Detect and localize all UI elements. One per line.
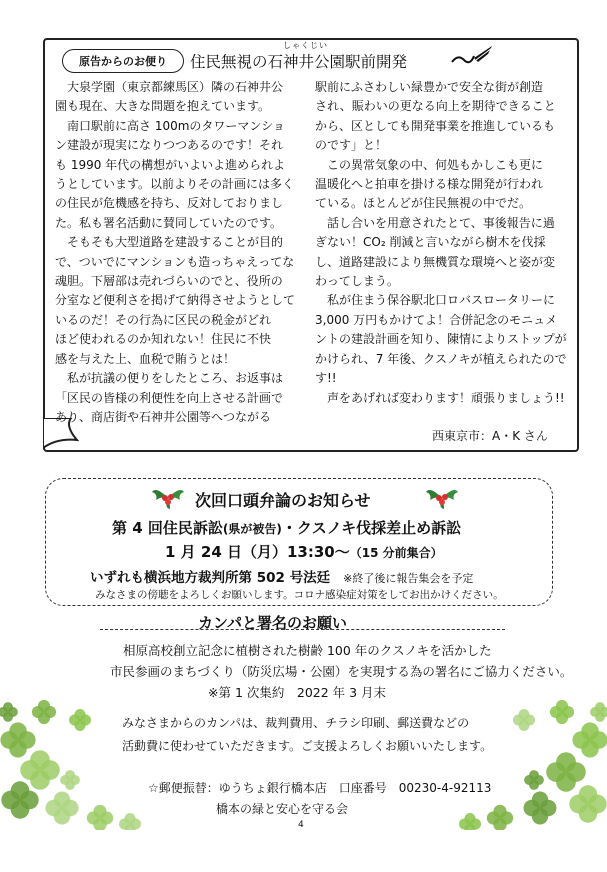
letter-line: ぎない！CO₂ 削減と言いながら樹木を伐採 bbox=[315, 235, 546, 250]
court-line bbox=[90, 566, 473, 586]
page-number: 4 bbox=[298, 820, 304, 830]
letter-line: のです」と！ bbox=[315, 138, 388, 153]
letter-line: 私が抗議の便りをしたところ、お返事は bbox=[55, 371, 284, 386]
letter-line: も 1990 年代の構想がいよいよ進められよ bbox=[55, 157, 286, 172]
clover-icon bbox=[590, 702, 607, 722]
letter-line: 話し合いを用意されたとて、事後報告に過 bbox=[315, 215, 555, 230]
letter-line: 「区民の皆様の利便性を向上させる計画で bbox=[55, 390, 284, 405]
letter-line: され、賑わいの更なる向上を期待できること bbox=[315, 99, 556, 114]
hearing-date-main: 1 月 24 日（月）13:30～ bbox=[165, 543, 350, 561]
clover-icon bbox=[524, 792, 557, 825]
clover-icon bbox=[0, 722, 35, 757]
footer-line: 活動費に使わせていただきます。ご支援よろしくお願いいたします。 bbox=[122, 739, 493, 753]
letter-line: た。私も署名活動に賛同していたのです。 bbox=[55, 215, 283, 230]
letter-line: で、ついでにマンションも造っちゃえってな bbox=[55, 254, 295, 269]
letter-title: 住民無視の石神井公園駅前開発 bbox=[190, 53, 408, 71]
letter-line: あり、商店街や石神井公園等へつながる bbox=[55, 409, 272, 424]
clover-icon bbox=[546, 752, 586, 792]
letter-line: 声をあげれば変わります！頑張りましょう!! bbox=[315, 390, 565, 405]
letter-line: 3,000 万円もかけてよ！合併記念のモニュメ bbox=[315, 312, 558, 327]
holly-icon bbox=[424, 482, 460, 510]
letter-line: うとしています。以前よりその計画には多く bbox=[55, 177, 295, 192]
case-title-b: ・クスノキ伐採差止め訴訟 bbox=[281, 519, 462, 537]
campaign-line: 市民参画のまちづくり（防災広場・公園）を実現する為の署名にご協力ください。 bbox=[110, 664, 573, 679]
clover-icon bbox=[572, 722, 607, 757]
letter-line: し、道路建設により無機質な環境へと姿が変 bbox=[315, 254, 556, 269]
clover-icon bbox=[459, 813, 481, 830]
clover-icon bbox=[569, 785, 606, 822]
letter-line: ントの建設計画を知り、陳情によりストップが bbox=[315, 332, 567, 347]
letter-line: す!! bbox=[315, 371, 337, 386]
letter-line: 園も現在、大きな問題を抱えています。 bbox=[55, 99, 271, 114]
letter-line: ている。ほとんどが住民無視の中でだ。 bbox=[315, 196, 532, 211]
clover-icon bbox=[46, 792, 79, 825]
campaign-heading: カンパと署名のお願い bbox=[198, 614, 347, 632]
letter-line: 分室など便利さを掲げて納得させようとして bbox=[55, 293, 296, 308]
letter-line: 私が住まう保谷駅北口ロバスロータリーに bbox=[315, 293, 556, 308]
letter-line: そもそも大型道路を建設することが目的 bbox=[55, 235, 284, 250]
court-name: いずれも横浜地方裁判所第 502 号法廷 bbox=[90, 570, 331, 586]
court-note: ※終了後に報告集会を予定 bbox=[343, 572, 474, 585]
case-title-paren: (県が被告) bbox=[222, 522, 282, 536]
hearing-date bbox=[165, 541, 443, 562]
clover-icon bbox=[119, 813, 141, 830]
clover-icon bbox=[550, 700, 574, 724]
campaign-divider bbox=[100, 629, 505, 630]
clover-icon bbox=[87, 805, 113, 830]
letter-line: ほど使われるのか知れない！住民に不快 bbox=[55, 332, 272, 347]
campaign-deadline: ※第 1 次集約 2022 年 3 月末 bbox=[208, 685, 387, 700]
letter-line: わってしまう。 bbox=[315, 274, 399, 289]
letter-line: から、区としても開発事業を推進しているも bbox=[315, 118, 556, 133]
letter-line: 南口駅前に高さ 100mのタワーマンショ bbox=[55, 118, 285, 133]
campaign-line: 相原高校創立記念に植樹された樹齢 100 年のクスノキを活かした bbox=[123, 643, 492, 658]
pen-icon bbox=[448, 44, 496, 68]
organization-name: 橋本の緑と安心を守る会 bbox=[216, 802, 349, 816]
clover-icon bbox=[0, 702, 18, 722]
letter-line: この異常気象の中、何処もかしこも更に bbox=[315, 157, 544, 172]
letter-line: ン建設が現実になりつつあるのです！それ bbox=[55, 138, 284, 153]
attendance-note: みなさまの傍聴をよろしくお願いします。コロナ感染症対策をしてお出かけください。 bbox=[95, 589, 504, 601]
letter-line: 駅前にふさわしい緑豊かで安全な街が創造 bbox=[315, 80, 544, 94]
letter-line: 魂胆。下層部は売れづらいのでと、役所の bbox=[55, 274, 283, 289]
holly-icon bbox=[150, 482, 186, 510]
footer-line: みなさまからのカンパは、裁判費用、チラシ印刷、郵送費などの bbox=[122, 716, 470, 730]
letter-signature: 西東京市：A・K さん bbox=[432, 429, 548, 443]
clover-icon bbox=[60, 770, 80, 790]
clover-icon bbox=[69, 709, 91, 731]
clover-icon bbox=[524, 770, 544, 790]
hearing-date-paren: （15 分前集合） bbox=[349, 546, 443, 560]
letter-badge: 原告からのお便り bbox=[62, 49, 184, 73]
notice-heading: 次回口頭弁論のお知らせ bbox=[195, 491, 371, 510]
clover-icon bbox=[32, 700, 56, 724]
letter-line: 大泉学園（東京都練馬区）隣の石神井公 bbox=[55, 80, 284, 94]
case-title bbox=[112, 517, 461, 538]
title-ruby: しゃくじい bbox=[283, 41, 328, 50]
letter-line: いるのだ！その行為に区民の税金がどれ bbox=[55, 312, 272, 327]
letter-line: 感を与えた上、血税で賄うとは！ bbox=[55, 351, 236, 366]
clover-icon bbox=[487, 805, 513, 830]
postal-transfer-account: ☆郵便振替：ゆうちょ銀行橋本店 口座番号 00230-4-92113 bbox=[148, 781, 492, 795]
letter-line: かけられ、7 年後、クスノキが植えられたので bbox=[315, 351, 567, 366]
clover-icon bbox=[513, 709, 535, 731]
case-title-a: 第 4 回住民訴訟 bbox=[112, 519, 223, 537]
letter-column-right bbox=[315, 78, 565, 408]
letter-column-left bbox=[55, 78, 300, 427]
letter-line: の住民が危機感を持ち、反対しておりまし bbox=[55, 196, 284, 211]
letter-line: 温暖化へと拍車を掛ける様な開発が行われ bbox=[315, 177, 544, 192]
